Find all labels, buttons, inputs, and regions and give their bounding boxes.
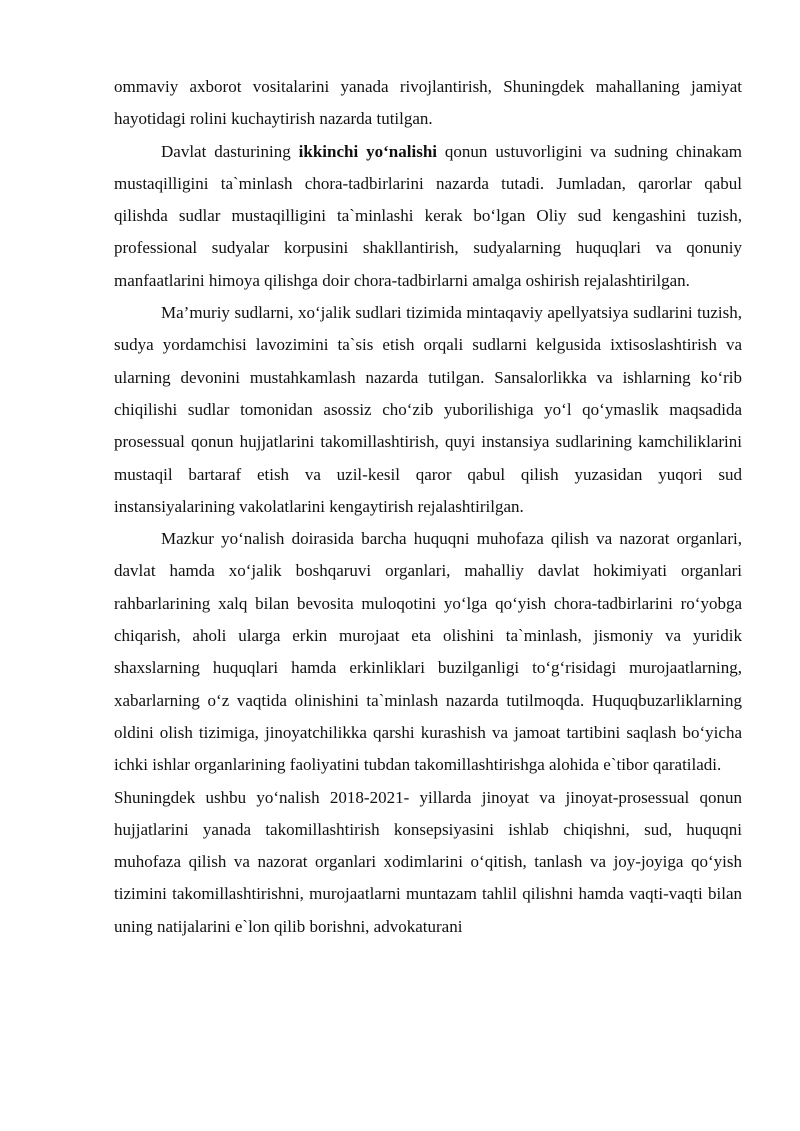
paragraph-3: Ma’muriy sudlarni, xo‘jalik sudlari tizimida mintaqaviy apellyatsiya sudlarini tuzish, sudya yordamchisi lavozimini ta`sis etish orqali sudlarni kelgusida ixtisoslashtirish va ularning devonini mustahkamlash nazarda tutilgan. Sansalorlikka va ishlarning ko‘rib chiqilishi sudlar tomonidan asossiz cho‘zib yuborilishiga yo‘l qo‘ymaslik maqsadida prosessual qonun hujjatlarini takomillashtirish, quyi instansiya sudlarining kamchiliklarini mustaqil bartaraf etish va uzil-kesil qaror qabul qilish yuzasidan yuqori sud instansiyalarining vakolatlarini kengaytirish rejalashtirilgan. [114, 303, 742, 516]
paragraph-4: Mazkur yo‘nalish doirasida barcha huquqni muhofaza qilish va nazorat organlari, davlat hamda xo‘jalik boshqaruvi organlari, mahalliy davlat hokimiyati organlari rahbarlarining xalq bilan bevosita muloqotini yo‘lga qo‘yish chora-tadbirlarini ro‘yobga chiqarish, aholi ularga erkin murojaat eta olishini ta`minlash, jismoniy va yuridik shaxslarning huquqlari hamda erkinliklari buzilganligi to‘g‘risidagi murojaatlarning, xabarlarning o‘z vaqtida olinishini ta`minlash nazarda tutilmoqda. Huquqbuzarliklarning oldini olish tizimiga, jinoyatchilikka qarshi kurashish va jamoat tartibini saqlash bo‘yicha ichki ishlar organlarining faoliyatini tubdan takomillashtirishga alohida e`tibor qaratiladi. [114, 529, 742, 775]
paragraph-1: ommaviy axborot vositalarini yanada rivojlantirish, Shuningdek mahallaning jamiyat hayotidagi rolini kuchaytirish nazarda tutilgan. [114, 77, 742, 129]
paragraph-2-lead: Davlat dasturining [161, 141, 299, 161]
paragraph-2 [114, 136, 742, 297]
document-page [114, 71, 742, 943]
paragraph-2-body: qonun ustuvorligini va sudning chinakam mustaqilligini ta`minlash chora-tadbirlarini nazarda tutadi. Jumladan, qarorlar qabul qilishda sudlar mustaqilligini ta`minlashi kerak bo‘lgan Oliy sud kengashini tuzish, professional sudyalar korpusini shakllantirish, sudyalarning huquqlari va qonuniy manfaatlarini himoya qilishga doir chora-tadbirlarni amalga oshirish rejalashtirilgan. [114, 141, 743, 290]
paragraph-2-emphasis: ikkinchi yo‘nalishi [298, 141, 437, 161]
paragraph-5: Shuningdek ushbu yo‘nalish 2018-2021- yillarda jinoyat va jinoyat-prosessual qonun hujjatlarini yanada takomillashtirish konsepsiyasini ishlab chiqishni, sud, huquqni muhofaza qilish va nazorat organlari xodimlarini o‘qitish, tanlash va joy-joyiga qo‘yish tizimini takomillashtirishni, murojaatlarni muntazam tahlil qilishni hamda vaqti-vaqti bilan uning natijalarini e`lon qilib borishni, advokaturani [114, 787, 742, 936]
